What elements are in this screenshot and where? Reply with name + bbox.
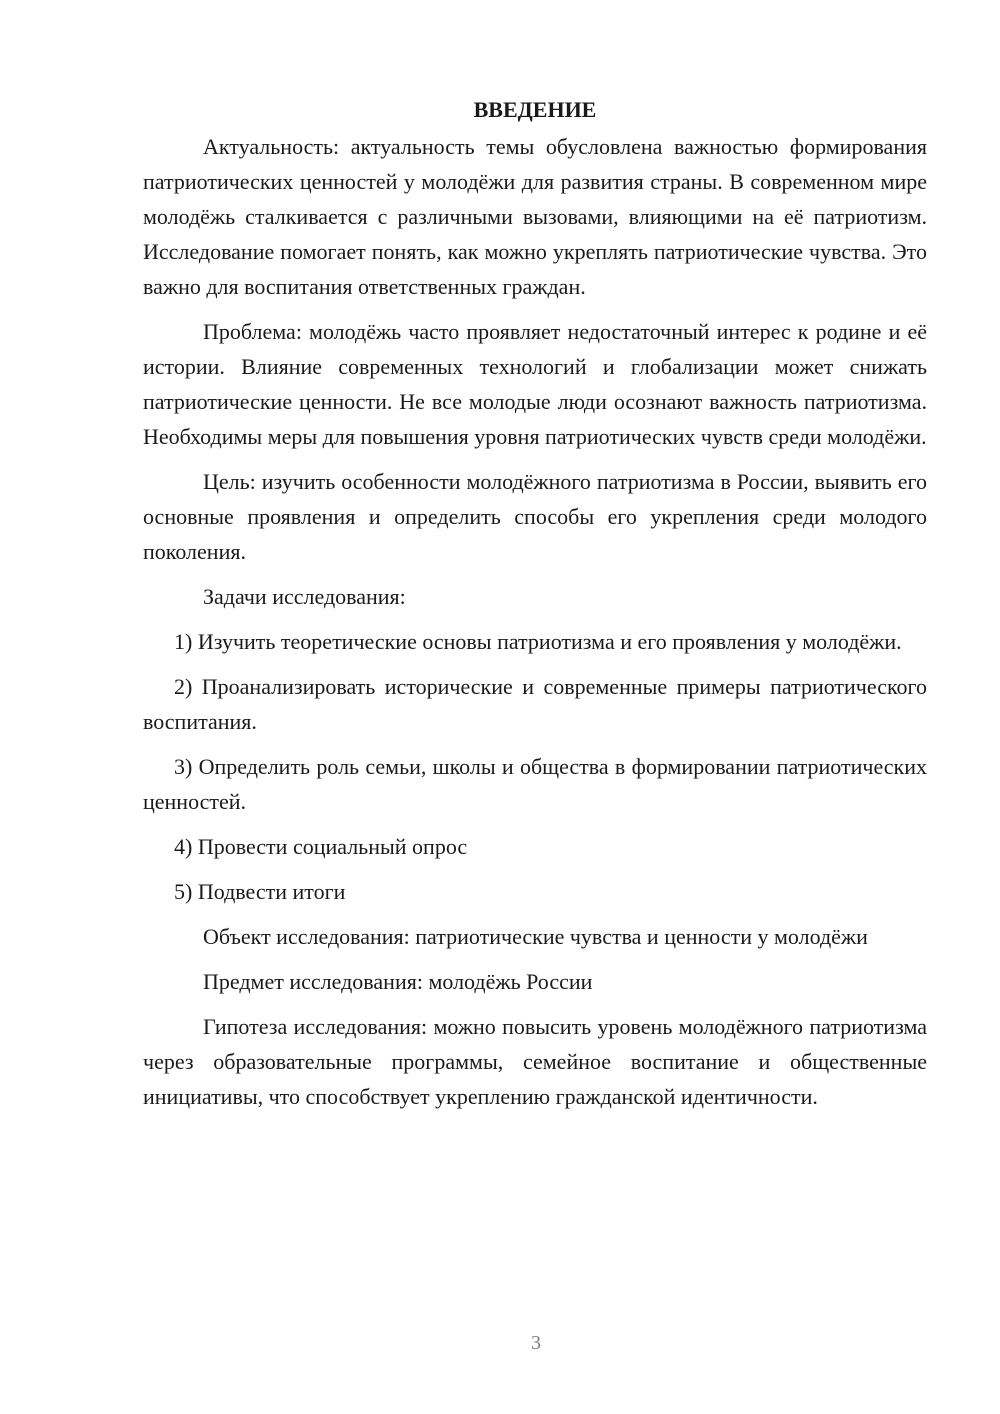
goal-paragraph: Цель: изучить особенности молодёжного патриотизма в России, выявить его основные проявления и определить способы его укрепления среди молодого поколения. <box>143 469 927 564</box>
tasks-heading: Задачи исследования: <box>203 584 406 609</box>
task-item: 1) Изучить теоретические основы патриотизма и его проявления у молодёжи. <box>174 629 902 654</box>
document-page <box>143 92 927 1124</box>
subject-paragraph: Предмет исследования: молодёжь России <box>203 969 593 994</box>
page-number: 3 <box>531 1332 541 1354</box>
page-title: ВВЕДЕНИЕ <box>473 97 597 122</box>
task-item: 5) Подвести итоги <box>174 879 346 904</box>
problem-paragraph: Проблема: молодёжь часто проявляет недостаточный интерес к родине и её истории. Влияние современных технологий и глобализации может снижать патриотические ценности. Не все молодые люди осознают важность патриотизма. Необходимы меры для повышения уровня патриотических чувств среди молодёжи. <box>143 319 927 449</box>
task-item: 2) Проанализировать исторические и современные примеры патриотического воспитания. <box>143 674 927 734</box>
task-item: 3) Определить роль семьи, школы и общества в формировании патриотических ценностей. <box>143 754 927 814</box>
object-paragraph: Объект исследования: патриотические чувства и ценности у молодёжи <box>203 924 868 949</box>
hypothesis-paragraph: Гипотеза исследования: можно повысить уровень молодёжного патриотизма через образовательные программы, семейное воспитание и общественные инициативы, что способствует укреплению гражданской идентичности. <box>143 1014 927 1109</box>
task-item: 4) Провести социальный опрос <box>174 834 468 859</box>
relevance-paragraph: Актуальность: актуальность темы обусловлена важностью формирования патриотических ценностей у молодёжи для развития страны. В современном мире молодёжь сталкивается с различными вызовами, влияющими на её патриотизм. Исследование помогает понять, как можно укреплять патриотические чувства. Это важно для воспитания ответственных граждан. <box>143 134 927 299</box>
